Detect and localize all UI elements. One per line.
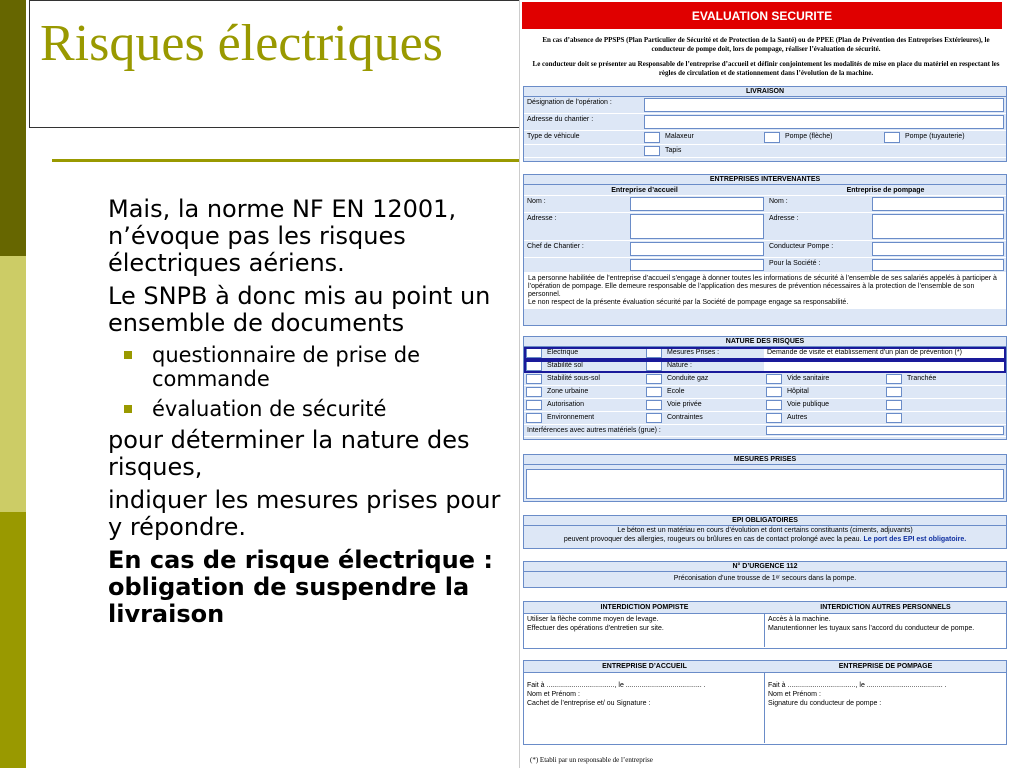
stripe-bottom — [0, 512, 26, 768]
text-line: Accès à la machine. — [768, 616, 831, 623]
risk-label: Demande de visite et établissement d’un plan de prévention (*) — [764, 347, 1006, 359]
risk-row — [524, 412, 1006, 425]
risk-checkbox[interactable] — [526, 400, 542, 410]
conducteur-pompe-input[interactable] — [872, 242, 1004, 256]
field-label: Adresse : — [527, 215, 557, 222]
slide-title: Risques électriques — [40, 15, 443, 72]
checkbox-malaxeur[interactable] — [644, 132, 660, 143]
accueil-adresse-input[interactable] — [630, 214, 764, 239]
risk-checkbox[interactable] — [766, 400, 782, 410]
section-title: ENTREPRISES INTERVENANTES — [524, 175, 1006, 185]
option-label: Pompe (tuyauterie) — [905, 133, 965, 140]
section-title: N° D’URGENCE 112 — [524, 562, 1006, 572]
bullet-list — [108, 343, 508, 421]
risk-checkbox[interactable] — [886, 374, 902, 384]
bullet-item: questionnaire de prise de commande — [108, 343, 508, 391]
risk-checkbox[interactable] — [646, 348, 662, 358]
paragraph-mesures: indiquer les mesures prises pour y répondre. — [108, 486, 501, 541]
risk-label: Ecole — [667, 388, 685, 395]
title-rule — [52, 159, 524, 162]
interdiction-autres-text — [765, 614, 1006, 647]
risk-checkbox[interactable] — [646, 413, 662, 423]
text-line: Utiliser la flèche comme moyen de levage. — [527, 616, 659, 623]
stripe-middle — [0, 256, 26, 512]
section-title: NATURE DES RISQUES — [524, 337, 1006, 347]
mesures-input[interactable] — [526, 469, 1004, 499]
evaluation-form — [519, 0, 1011, 768]
col-head-accueil: Entreprise d’accueil — [611, 187, 678, 194]
risk-row — [524, 386, 1006, 399]
risk-checkbox[interactable] — [526, 413, 542, 423]
risk-checkbox[interactable] — [646, 387, 662, 397]
risk-row — [524, 373, 1006, 386]
risk-label: Nature : — [667, 362, 692, 369]
col-head-entreprise-accueil: ENTREPRISE D’ACCUEIL — [602, 663, 687, 670]
form-header: EVALUATION SECURITE — [522, 2, 1002, 29]
field-label: Désignation de l’opération : — [527, 99, 612, 106]
checkbox-tapis[interactable] — [644, 146, 660, 156]
risk-label — [904, 399, 1004, 411]
risk-label: Voie privée — [667, 401, 702, 408]
bullet-item: évaluation de sécurité — [108, 397, 508, 421]
text-line: Nom et Prénom : — [527, 691, 580, 698]
risk-label: Stabilité sous-sol — [547, 375, 600, 382]
paragraph-nature: pour déterminer la nature des risques, — [108, 426, 470, 481]
risk-checkbox[interactable] — [646, 374, 662, 384]
signature-accueil-block[interactable] — [524, 673, 765, 743]
section-entreprises — [523, 174, 1007, 326]
option-label: Malaxeur — [665, 133, 694, 140]
risk-label: Conduite gaz — [667, 375, 709, 382]
accueil-extra-input[interactable] — [630, 259, 764, 271]
section-mesures-prises — [523, 454, 1007, 502]
paragraph-norme: Mais, la norme NF EN 12001, n’évoque pas les risques électriques aériens. — [108, 195, 457, 277]
epi-line: Le béton est un matériau en cours d’évolution et dont certains constituants (ciments, adjuvants) — [617, 527, 913, 534]
adresse-input[interactable] — [644, 115, 1004, 129]
chef-chantier-input[interactable] — [630, 242, 764, 256]
field-label: Pour la Société : — [769, 260, 821, 267]
risk-checkbox[interactable] — [526, 348, 542, 358]
risk-checkbox[interactable] — [526, 361, 542, 371]
form-intro-1: En cas d’absence de PPSPS (Plan Particulier de Sécurité et de Protection de la Santé) ou de PPEE (Plan de Prévention des Entreprises Extérieures), le conducteur de pompe doit, lors de pompage, réaliser l’évaluation de sécurité. — [542, 36, 990, 53]
accueil-nom-input[interactable] — [630, 197, 764, 211]
field-label: Chef de Chantier : — [527, 243, 584, 250]
risk-checkbox[interactable] — [886, 400, 902, 410]
form-intro-2: Le conducteur doit se présenter au Responsable de l’entreprise d’accueil et définir conjointement les modalités de mise en place du matériel en respectant les règles de circulation et de stationnement dans l’évolution de la machine. — [532, 60, 1000, 77]
col-head-pompage: Entreprise de pompage — [846, 187, 925, 194]
section-nature-risques — [523, 336, 1007, 440]
interdiction-pompiste-text — [524, 614, 765, 647]
risk-checkbox[interactable] — [886, 413, 902, 423]
risk-label: Hôpital — [787, 388, 809, 395]
risk-checkbox[interactable] — [526, 374, 542, 384]
section-title: LIVRAISON — [524, 87, 1006, 97]
pompage-adresse-input[interactable] — [872, 214, 1004, 239]
risk-label: Mesures Prises : — [667, 349, 720, 356]
risk-label: Vide sanitaire — [787, 375, 830, 382]
checkbox-pompe-tuyauterie[interactable] — [884, 132, 900, 143]
section-signatures — [523, 660, 1007, 745]
field-label: Conducteur Pompe : — [769, 243, 834, 250]
field-label: Nom : — [769, 198, 788, 205]
note-line: La personne habilitée de l’entreprise d’accueil s’engage à donner toutes les informations de sécurité à l’ensemble de ses salariés appelés à participer à l’opération de pompage. Elle demeure responsable de l’application des mesures de prévention nécessaires à la protection de l’ensemble de son personnel. — [528, 275, 997, 298]
risk-label: Voie publique — [787, 401, 830, 408]
option-label: Pompe (flèche) — [785, 133, 833, 140]
epi-line: peuvent provoquer des allergies, rougeurs ou brûlures en cas de contact prolongé avec la peau. — [563, 536, 862, 543]
text-line: Fait à ..................................., le ....................................... . — [527, 682, 706, 689]
risk-checkbox[interactable] — [766, 413, 782, 423]
urgence-line: Préconisation d’une trousse de 1ᵉʳ secours dans la pompe. — [673, 575, 857, 582]
text-line: Signature du conducteur de pompe : — [768, 700, 882, 707]
risk-label: Stabilité sol — [547, 362, 583, 369]
pour-societe-input[interactable] — [872, 259, 1004, 271]
risk-checkbox[interactable] — [766, 374, 782, 384]
risk-last-label: Interférences avec autres matériels (grue) : — [527, 427, 661, 434]
paragraph-snpb: Le SNPB à donc mis au point un ensemble de documents — [108, 282, 491, 337]
risk-label: Autres — [787, 414, 808, 421]
text-line: Manutentionner les tuyaux sans l’accord du conducteur de pompe. — [768, 625, 975, 632]
field-label: Adresse du chantier : — [527, 116, 594, 123]
text-line: Nom et Prénom : — [768, 691, 821, 698]
text-line: Effectuer des opérations d’entretien sur site. — [527, 625, 664, 632]
risk-label: Electrique — [547, 349, 579, 356]
checkbox-pompe-fleche[interactable] — [764, 132, 780, 143]
section-urgence — [523, 561, 1007, 588]
risk-label: Contraintes — [667, 414, 703, 421]
signature-pompage-block[interactable] — [765, 673, 1006, 743]
section-interdictions — [523, 601, 1007, 649]
section-title: EPI OBLIGATOIRES — [524, 516, 1006, 526]
section-epi — [523, 515, 1007, 549]
paragraph-obligation: En cas de risque électrique : obligation de suspendre la livraison — [108, 546, 493, 628]
risk-label — [904, 386, 1004, 398]
form-footnote: (*) Etabli par un responsable de l’entreprise — [530, 756, 653, 764]
pompage-nom-input[interactable] — [872, 197, 1004, 211]
section-livraison — [523, 86, 1007, 162]
option-label: Tapis — [665, 147, 682, 154]
risk-label: Autorisation — [547, 401, 584, 408]
col-head-interdiction-pompiste: INTERDICTION POMPISTE — [600, 604, 689, 611]
risk-checkbox[interactable] — [766, 387, 782, 397]
field-label: Adresse : — [769, 215, 799, 222]
risk-checkbox[interactable] — [526, 387, 542, 397]
text-line: Cachet de l’entreprise et/ ou Signature : — [527, 700, 651, 707]
col-head-interdiction-autres: INTERDICTION AUTRES PERSONNELS — [820, 604, 951, 611]
risk-label: Zone urbaine — [547, 388, 589, 395]
col-head-entreprise-pompage: ENTREPRISE DE POMPAGE — [838, 663, 933, 670]
designation-input[interactable] — [644, 98, 1004, 112]
risk-checkbox[interactable] — [646, 361, 662, 371]
section-title: MESURES PRISES — [524, 455, 1006, 465]
note-line: Le non respect de la présente évaluation sécurité par la Société de pompage engage sa responsabilité. — [528, 299, 849, 306]
risk-rows — [524, 347, 1006, 425]
interferences-input[interactable] — [766, 426, 1004, 435]
risk-checkbox[interactable] — [886, 387, 902, 397]
stripe-top — [0, 0, 26, 256]
risk-row — [524, 399, 1006, 412]
risk-row — [524, 360, 1006, 373]
text-line: Fait à ..................................., le ....................................... . — [768, 682, 947, 689]
slide-body — [108, 196, 508, 634]
field-label: Nom : — [527, 198, 546, 205]
risk-label: Tranchée — [907, 375, 937, 382]
entreprises-note — [524, 273, 1006, 309]
risk-label — [764, 360, 1006, 372]
risk-label: Environnement — [547, 414, 595, 421]
epi-obligation: Le port des EPI est obligatoire. — [863, 536, 967, 543]
risk-label — [904, 412, 1004, 424]
risk-row — [524, 347, 1006, 360]
risk-checkbox[interactable] — [646, 400, 662, 410]
field-label: Type de véhicule — [527, 133, 580, 140]
